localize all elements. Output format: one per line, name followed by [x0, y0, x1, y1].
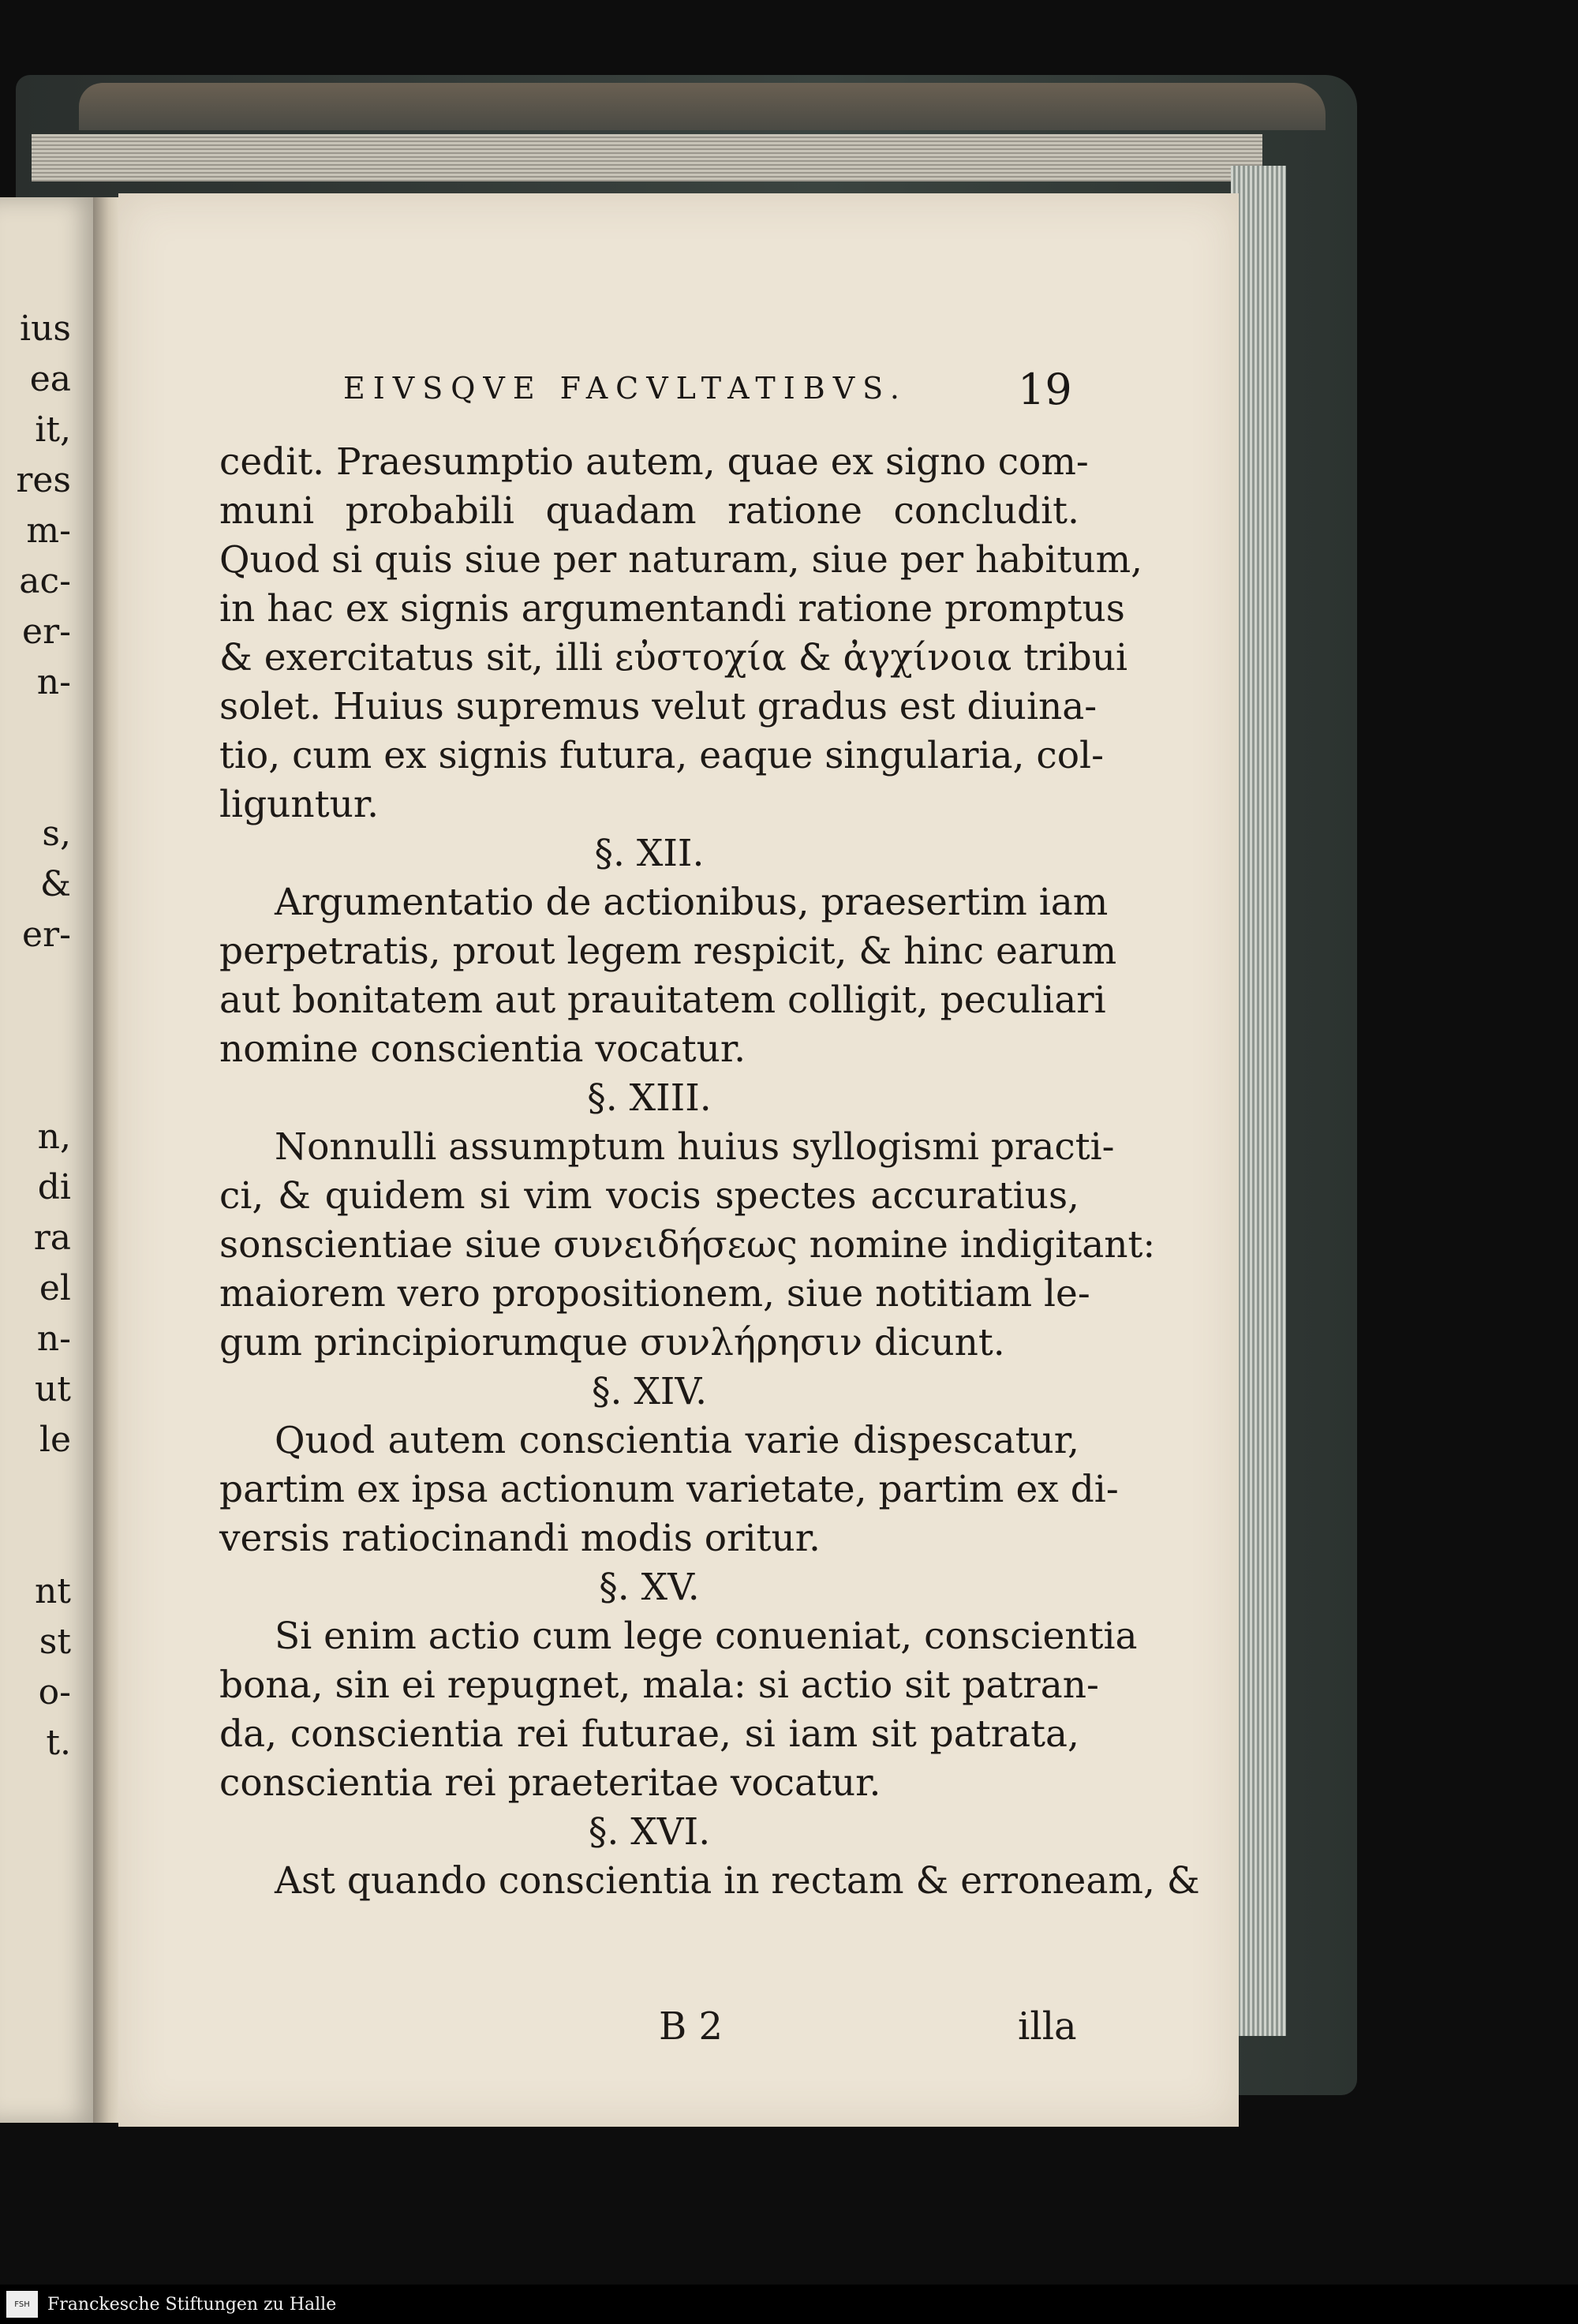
text-line: in hac ex signis argumentandi ratione promptus	[219, 587, 1125, 631]
left-page-fragment: ea	[29, 359, 71, 399]
catchword: illa	[1018, 2004, 1077, 2049]
text-line: partim ex ipsa actionum varietate, partim ex di-	[219, 1468, 1119, 1511]
left-page-fragment	[0, 758, 71, 809]
left-page-fragment: n-	[36, 662, 71, 702]
text-line: muni probabili quadam ratione concludit.	[219, 489, 1079, 533]
text-line: maiorem vero propositionem, siue notitiam le-	[219, 1272, 1090, 1315]
institution-logo-icon: FSH	[6, 2291, 38, 2318]
text-line: nomine conscientia vocatur.	[219, 1027, 746, 1071]
text-line: Nonnulli assumptum huius syllogismi practi-	[275, 1125, 1115, 1169]
left-page-fragment: le	[39, 1420, 71, 1460]
page-block-top	[32, 134, 1262, 182]
page-edge-right	[1231, 166, 1286, 2036]
left-page-fragment: ra	[33, 1218, 71, 1258]
section-heading: §. XIII.	[587, 1076, 712, 1120]
left-page-fragment	[0, 1516, 71, 1566]
left-page-fragment: &	[39, 864, 71, 904]
text-line: Argumentatio de actionibus, praesertim iam	[275, 881, 1109, 924]
left-page-fragment	[0, 1011, 71, 1061]
left-page-fragment: st	[39, 1622, 71, 1662]
text-line: gum principiorumque συνλήρησιν dicunt.	[219, 1321, 1005, 1364]
section-heading: §. XII.	[594, 832, 705, 875]
left-page-fragment: res	[16, 460, 71, 500]
credit-bar	[0, 2285, 1578, 2324]
signature-mark: B 2	[659, 2004, 724, 2049]
left-page-fragment: el	[39, 1268, 71, 1308]
cover-top-edge	[79, 83, 1326, 130]
text-line: sonscientiae siue συνειδήσεως nomine indigitant:	[219, 1223, 1156, 1267]
page-number: 19	[1018, 365, 1072, 414]
text-line: ci, & quidem si vim vocis spectes accuratius,	[219, 1174, 1079, 1218]
left-page-fragment	[0, 960, 71, 1011]
text-line: aut bonitatem aut prauitatem colligit, peculiari	[219, 979, 1106, 1022]
left-page-fragment: m-	[26, 511, 71, 551]
left-page-fragment: ac-	[19, 561, 71, 601]
left-page-fragment: ut	[34, 1369, 71, 1409]
left-page-fragments	[0, 304, 71, 1768]
left-page-fragment: di	[37, 1167, 71, 1207]
left-page-fragment: s,	[42, 814, 71, 854]
text-line: perpetratis, prout legem respicit, & hinc earum	[219, 930, 1117, 973]
text-line: tio, cum ex signis futura, eaque singularia, col-	[219, 734, 1104, 777]
left-page-fragment	[0, 1061, 71, 1112]
text-line: cedit. Praesumptio autem, quae ex signo com-	[219, 440, 1089, 484]
left-page-fragment: o-	[38, 1672, 71, 1712]
left-page-fragment: ius	[20, 309, 71, 349]
text-line: Quod autem conscientia varie dispescatur,	[275, 1419, 1079, 1462]
left-page-fragment: t.	[46, 1723, 71, 1763]
left-page-fragment: n,	[37, 1117, 71, 1157]
left-page-fragment: n-	[36, 1319, 71, 1359]
text-line: bona, sin ei repugnet, mala: si actio sit patran-	[219, 1663, 1099, 1707]
text-line: da, conscientia rei futurae, si iam sit patrata,	[219, 1712, 1079, 1756]
left-page-fragment	[0, 1465, 71, 1516]
text-line: Ast quando conscientia in rectam & erroneam, &	[275, 1859, 1200, 1903]
text-line: conscientia rei praeteritae vocatur.	[219, 1761, 881, 1805]
text-line: versis ratiocinandi modis oritur.	[219, 1517, 821, 1560]
left-page-fragment: it,	[35, 410, 71, 450]
running-head: EIVSQVE FACVLTATIBVS.	[343, 371, 907, 406]
section-heading: §. XV.	[599, 1566, 700, 1609]
text-line: Si enim actio cum lege conueniat, conscientia	[275, 1615, 1138, 1658]
text-line: liguntur.	[219, 783, 380, 826]
text-block	[219, 438, 1200, 1906]
section-heading: §. XIV.	[591, 1370, 708, 1413]
credit-text: Franckesche Stiftungen zu Halle	[47, 2295, 337, 2315]
left-page-fragment: nt	[34, 1571, 71, 1611]
text-line: solet. Huius supremus velut gradus est diuina-	[219, 685, 1097, 728]
left-page-fragment: er-	[22, 612, 71, 652]
section-heading: §. XVI.	[588, 1810, 711, 1854]
left-page-fragment: er-	[22, 915, 71, 955]
text-line: & exercitatus sit, illi εὐστοχία & ἀγχίνοια tribui	[219, 636, 1127, 679]
text-line: Quod si quis siue per naturam, siue per habitum,	[219, 538, 1143, 582]
left-page-fragment	[0, 708, 71, 758]
